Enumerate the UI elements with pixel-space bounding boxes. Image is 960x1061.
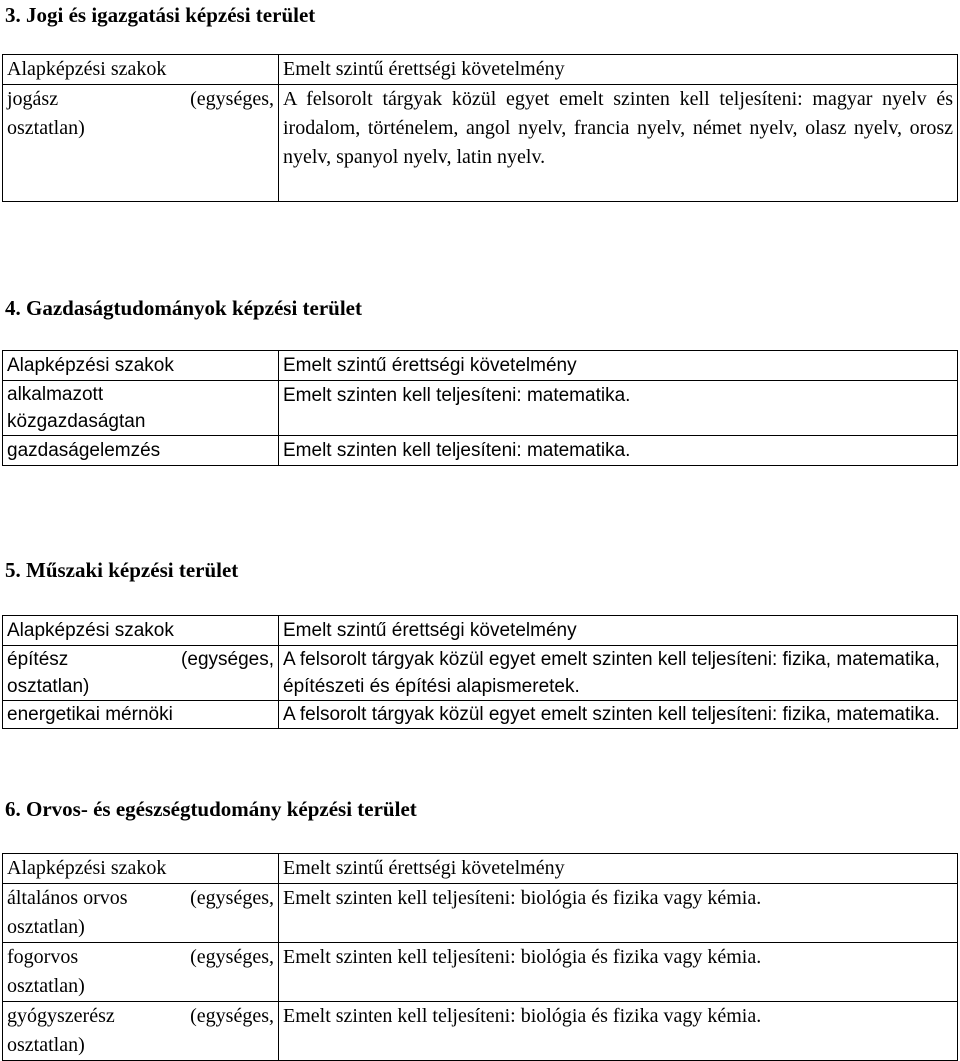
requirement-cell: A felsorolt tárgyak közül egyet emelt szinten kell teljesíteni: fizika, matematika, építészeti és építési alapismeretek. (279, 646, 958, 701)
table-row (3, 85, 958, 202)
requirement-cell: Emelt szinten kell teljesíteni: biológia és fizika vagy kémia. (279, 1002, 958, 1061)
column-header-requirement: Emelt szintű érettségi követelmény (279, 854, 958, 884)
program-type-cont: osztatlan) (7, 1034, 85, 1056)
column-header-requirement: Emelt szintű érettségi követelmény (279, 616, 958, 646)
program-cell (3, 381, 279, 436)
table-header-row (3, 854, 958, 884)
program-name: jogász (7, 88, 59, 110)
section-title-4: 4. Gazdaságtudományok képzési terület (5, 296, 362, 320)
program-name: gyógyszerész (7, 1005, 115, 1027)
program-cell: gazdaságelemzés (3, 436, 279, 466)
requirement-cell: Emelt szinten kell teljesíteni: matematika. (279, 436, 958, 466)
section-title-6: 6. Orvos- és egészségtudomány képzési terület (5, 797, 417, 821)
table-row (3, 884, 958, 943)
requirement-cell: A felsorolt tárgyak közül egyet emelt szinten kell teljesíteni: fizika, matematika. (279, 701, 958, 729)
program-cell (3, 943, 279, 1002)
table-header-row (3, 55, 958, 85)
requirement-cell: A felsorolt tárgyak közül egyet emelt szinten kell teljesíteni: magyar nyelv és irodalom, történelem, angol nyelv, francia nyelv, német nyelv, olasz nyelv, orosz nyelv, spanyol nyelv, latin nyelv. (279, 85, 958, 202)
program-type: (egységes, (181, 649, 274, 670)
column-header-programs: Alapképzési szakok (3, 854, 279, 884)
column-header-requirement: Emelt szintű érettségi követelmény (279, 351, 958, 381)
program-type-cont: osztatlan) (7, 975, 85, 997)
table-header-row (3, 351, 958, 381)
program-name: alkalmazott (7, 384, 104, 405)
requirement-cell: Emelt szinten kell teljesíteni: biológia és fizika vagy kémia. (279, 943, 958, 1002)
table-row (3, 943, 958, 1002)
table-header-row (3, 616, 958, 646)
program-cell: energetikai mérnöki (3, 701, 279, 729)
program-name: fogorvos (7, 946, 79, 968)
requirements-table-6 (2, 853, 958, 1061)
program-name: általános orvos (7, 887, 128, 909)
requirements-table-3 (2, 54, 958, 202)
program-name-cont: közgazdaságtan (7, 411, 146, 432)
requirement-cell: Emelt szinten kell teljesíteni: biológia és fizika vagy kémia. (279, 884, 958, 943)
section-title-5: 5. Műszaki képzési terület (5, 558, 239, 582)
program-type-cont: osztatlan) (7, 916, 85, 938)
table-row (3, 381, 958, 436)
table-row (3, 436, 958, 466)
table-row (3, 701, 958, 729)
program-cell (3, 884, 279, 943)
program-cell (3, 646, 279, 701)
program-type: (egységes, (190, 946, 274, 968)
column-header-programs: Alapképzési szakok (3, 351, 279, 381)
program-type: (egységes, (190, 88, 274, 110)
requirement-cell: Emelt szinten kell teljesíteni: matematika. (279, 381, 958, 436)
program-type-cont: osztatlan) (7, 117, 85, 139)
requirements-table-5 (2, 615, 958, 729)
column-header-requirement: Emelt szintű érettségi követelmény (279, 55, 958, 85)
section-title-3: 3. Jogi és igazgatási képzési terület (5, 3, 316, 27)
program-type: (egységes, (190, 887, 274, 909)
column-header-programs: Alapképzési szakok (3, 616, 279, 646)
program-cell (3, 1002, 279, 1061)
program-type: (egységes, (190, 1005, 274, 1027)
table-row (3, 646, 958, 701)
program-name: építész (7, 649, 69, 670)
program-cell (3, 85, 279, 202)
table-row (3, 1002, 958, 1061)
program-type-cont: osztatlan) (7, 676, 90, 697)
requirements-table-4 (2, 350, 958, 466)
column-header-programs: Alapképzési szakok (3, 55, 279, 85)
